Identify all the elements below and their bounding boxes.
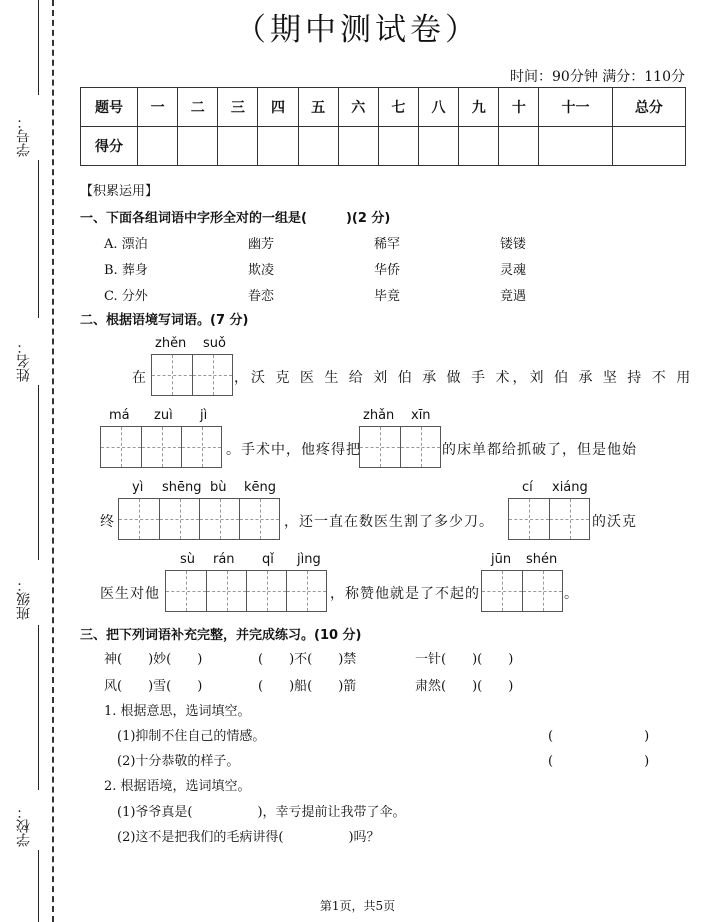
q3-word: 神( )妙( ): [104, 652, 203, 667]
pinyin: cí: [522, 480, 533, 495]
name-label: 姓名：: [16, 340, 32, 382]
score-cell[interactable]: [539, 127, 612, 166]
answer-grid[interactable]: [118, 498, 280, 540]
score-table-header: 五: [298, 88, 338, 127]
q1-option: 镂镂: [500, 237, 527, 252]
binding-dashed-line: [52, 0, 54, 922]
page-footer: 第1页，共5页: [319, 899, 396, 913]
pinyin: shén: [526, 552, 558, 567]
score-cell[interactable]: [258, 127, 298, 166]
q2-text: 终: [100, 514, 117, 530]
pinyin: zhǎn: [363, 408, 395, 423]
pinyin: shēng: [162, 480, 202, 495]
school-label: 学校：: [16, 805, 32, 847]
pinyin: jìng: [297, 552, 321, 567]
score-table-header: 总分: [612, 88, 685, 127]
score-cell[interactable]: [218, 127, 258, 166]
q2-text: ，称赞他就是了不起的: [330, 586, 480, 602]
answer-grid[interactable]: [100, 426, 222, 468]
q1-option[interactable]: A. 漂泊: [104, 237, 148, 252]
q2-text: ，还一直在数医生割了多少刀。: [284, 514, 494, 530]
score-cell[interactable]: [612, 127, 685, 166]
page-title: （期中测试卷）: [235, 12, 480, 48]
score-cell[interactable]: [418, 127, 458, 166]
answer-grid[interactable]: [359, 426, 441, 468]
q2-text: 医生对他: [100, 586, 160, 602]
q3-sub2: 2. 根据语境，选词填空。: [104, 779, 251, 794]
score-cell[interactable]: [298, 127, 338, 166]
exam-meta: 时间：90分钟 满分：110分: [510, 69, 685, 85]
answer-paren[interactable]: ( ): [548, 754, 650, 769]
pinyin: xiáng: [552, 480, 588, 495]
score-table-header: 二: [178, 88, 218, 127]
pinyin: bù: [210, 480, 227, 495]
pinyin: zuì: [154, 408, 173, 423]
q1-title: 一、下面各组词语中字形全对的一组是( )(2 分): [80, 211, 391, 226]
score-table-header: 四: [258, 88, 298, 127]
pinyin: má: [109, 408, 130, 423]
score-table-header: 六: [338, 88, 378, 127]
q1-option: 竟遇: [500, 289, 527, 304]
q2-text: 的床单都给抓破了，但是他始: [442, 442, 637, 458]
q2-text: 。手术中，他疼得把: [226, 442, 361, 458]
q3-sub2b: (2)这不是把我们的毛病讲得( )吗？: [117, 830, 380, 845]
q3-sub1a: (1)抑制不住自己的情感。: [117, 729, 266, 744]
score-cell[interactable]: [338, 127, 378, 166]
q1-option: 幽芳: [248, 237, 275, 252]
q1-option[interactable]: B. 葬身: [104, 263, 148, 278]
pinyin: zhěn: [155, 336, 187, 351]
score-table-header: 七: [378, 88, 418, 127]
pinyin: jūn: [491, 552, 512, 567]
score-table-header: 一: [138, 88, 178, 127]
q1-option: 欺凌: [248, 263, 275, 278]
answer-grid[interactable]: [165, 570, 327, 612]
score-table-header: 十一: [539, 88, 612, 127]
q2-text: 的沃克: [592, 514, 637, 530]
score-cell[interactable]: [459, 127, 499, 166]
q3-sub1b: (2)十分恭敬的样子。: [117, 754, 240, 769]
answer-grid[interactable]: [151, 354, 233, 396]
score-row-label: 得分: [81, 127, 138, 166]
class-label: 班级：: [16, 578, 32, 620]
q1-option: 灵魂: [500, 263, 527, 278]
q1-option: 华侨: [374, 263, 401, 278]
score-cell[interactable]: [138, 127, 178, 166]
q2-text: ，沃 克 医 生 给 刘 伯 承 做 手 术，刘 伯 承 坚 持 不 用: [234, 370, 694, 386]
q3-title: 三、把下列词语补充完整，并完成练习。(10 分): [80, 628, 362, 643]
answer-grid[interactable]: [508, 498, 590, 540]
pinyin: rán: [213, 552, 235, 567]
q1-option: 稀罕: [374, 237, 401, 252]
pinyin: xīn: [411, 408, 431, 423]
score-table-header: 九: [459, 88, 499, 127]
q2-text: 在: [132, 370, 149, 386]
q2-title: 二、根据语境写词语。(7 分): [80, 313, 249, 328]
q3-word: ( )船( )箭: [258, 679, 357, 694]
section-tag: 【积累运用】: [80, 184, 159, 199]
answer-paren[interactable]: ( ): [548, 729, 650, 744]
pinyin: kēng: [244, 480, 277, 495]
score-cell[interactable]: [178, 127, 218, 166]
q3-sub1: 1. 根据意思，选词填空。: [104, 704, 251, 719]
score-table-header: 八: [418, 88, 458, 127]
q1-option: 毕竟: [374, 289, 401, 304]
q3-word: 一针( )( ): [415, 652, 514, 667]
score-cell[interactable]: [378, 127, 418, 166]
score-table-header: 三: [218, 88, 258, 127]
pinyin: suǒ: [203, 336, 226, 351]
score-table-header: 十: [499, 88, 539, 127]
pinyin: sù: [180, 552, 196, 567]
q3-sub2a: (1)爷爷真是( )，幸亏提前让我带了伞。: [117, 805, 406, 820]
pinyin: qǐ: [262, 552, 274, 567]
q1-option[interactable]: C. 分外: [104, 289, 148, 304]
student-number-label: 学号：: [16, 115, 32, 157]
q3-word: 风( )雪( ): [104, 679, 203, 694]
pinyin: yì: [132, 480, 144, 495]
score-table: [80, 87, 686, 166]
answer-grid[interactable]: [481, 570, 563, 612]
q3-word: 肃然( )( ): [415, 679, 514, 694]
pinyin: jì: [200, 408, 208, 423]
score-cell[interactable]: [499, 127, 539, 166]
score-table-header-label: 题号: [81, 88, 138, 127]
q2-text: 。: [564, 586, 581, 602]
q1-option: 眷恋: [248, 289, 275, 304]
q3-word: ( )不( )禁: [258, 652, 357, 667]
